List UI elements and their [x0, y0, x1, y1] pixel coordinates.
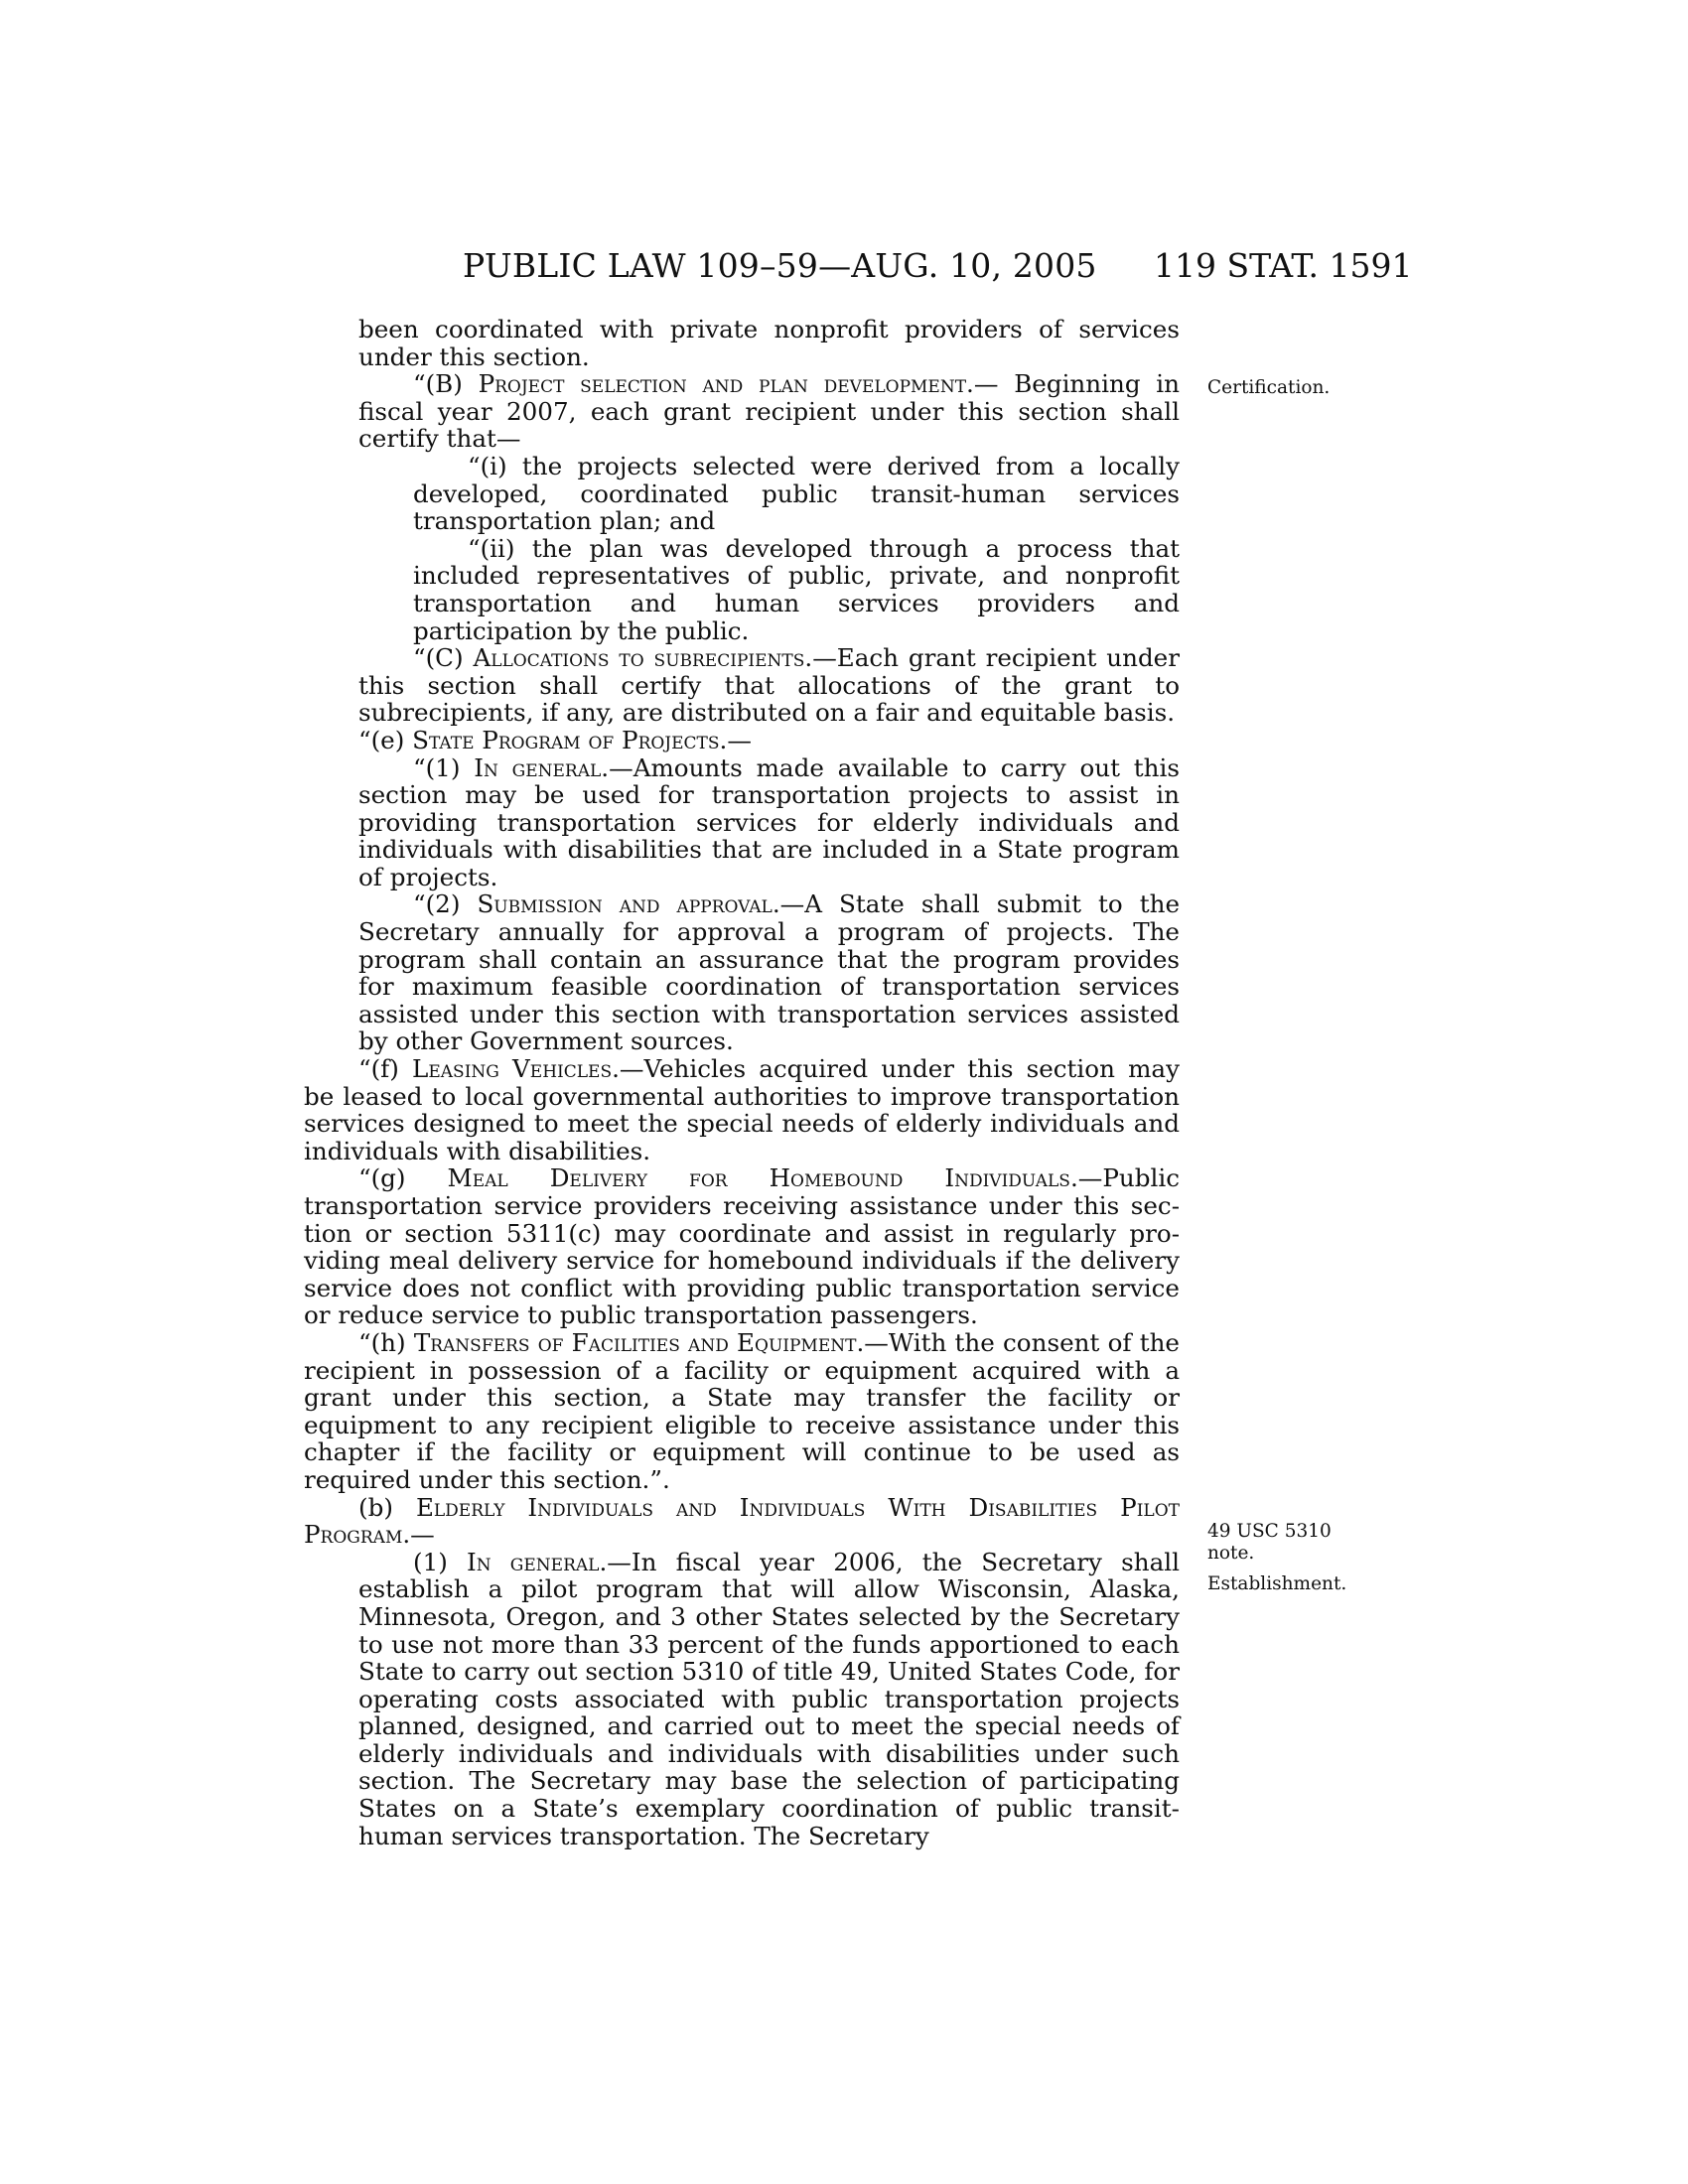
- subsection-e: [304, 727, 1180, 754]
- paragraph-heading: In general.: [474, 752, 610, 782]
- paragraph-text: —: [410, 1520, 435, 1550]
- paragraph-text: —Public transportation service providers receiving assistance under this section or section 5311(c) may coordinate and assist in regularly providing meal delivery service for homebound individuals if the delivery service does not conflict with providing public transportation service or reduce service to public transportation passengers.: [304, 1163, 1181, 1330]
- paragraph-C: [358, 644, 1180, 727]
- paragraph-heading: Project selection and plan development.: [478, 369, 974, 399]
- paragraph-text: —Each grant recipient under this section shall certify that allocations of the grant to subrecipients, if any, are distributed on a fair and equitable basis.: [358, 643, 1180, 728]
- paragraph-label: “(1): [413, 752, 475, 782]
- subsection-h: [304, 1329, 1180, 1494]
- paragraph-heading: Meal Delivery for Homebound Individuals.: [447, 1163, 1078, 1193]
- paragraph-heading: Leasing Vehicles.: [412, 1054, 620, 1084]
- paragraph-heading: Transfers of Facilities and Equipment.: [413, 1327, 865, 1357]
- paragraph-label: “(h): [358, 1327, 414, 1357]
- paragraph-heading: Submission and approval.: [477, 889, 780, 919]
- paragraph-continued: [358, 316, 1180, 370]
- paragraph-e2: [358, 890, 1180, 1055]
- paragraph-text: —A State shall submit to the Secretary annually for approval a program of projects. The program shall contain an assurance that the program provides for maximum feasible coordination of transportation services assisted under this section with transportation services assisted by other Government sources.: [358, 889, 1181, 1056]
- statute-page-number: 119 STAT. 1591: [1154, 246, 1413, 285]
- document-body: [304, 316, 1180, 1849]
- paragraph-b1: [358, 1549, 1180, 1850]
- paragraph-heading: State Program of Projects.: [412, 725, 728, 754]
- paragraph-label: “(C): [413, 643, 474, 673]
- paragraph-text: —With the consent of the recipient in possession of a facility or equipment acquired with a grant under this section, a State may transfer the facility or equipment to any recipient eligible to receive assistance under this chapter if the facility or equipment will continue to be used as required under this section.”.: [304, 1327, 1180, 1494]
- paragraph-label: (1): [413, 1547, 468, 1576]
- paragraph-label: (b): [358, 1492, 416, 1522]
- paragraph-text: —Amounts made available to carry out this section may be used for transportation projects to assist in providing transportation services for elderly individuals and individuals with disabilities that are included in a State program of projects.: [358, 752, 1180, 891]
- paragraph-text: —: [727, 725, 752, 754]
- paragraph-text: —In fiscal year 2006, the Secretary shall establish a pilot program that will allow Wisconsin, Alaska, Minnesota, Oregon, and 3 other States selected by the Secretary to use not more than 33 percent of the funds apportioned to each State to carry out section 5310 of title 49, United States Code, for operating costs associated with public transportation projects planned, designed, and carried out to meet the special needs of elderly individuals and individuals with disabilities under such section. The Secretary may base the selection of participating States on a State’s exemplary coordination of public transit-human services transportation. The Secretary: [358, 1547, 1180, 1850]
- subsection-f: [304, 1055, 1180, 1164]
- paragraph-text: “(ii) the plan was developed through a process that included representatives of public, private, and nonprofit transportation and human services providers and participation by the public.: [413, 533, 1180, 645]
- subsection-b: [304, 1494, 1180, 1549]
- clause-ii: [413, 535, 1180, 644]
- paragraph-heading: Allocations to subrecipients.: [473, 643, 813, 673]
- margin-note-establishment: Establishment.: [1207, 1573, 1347, 1594]
- paragraph-text: —Vehicles acquired under this section may be leased to local governmental authorities to improve transportation services designed to meet the special needs of elderly individuals and individuals with disabilities.: [304, 1054, 1180, 1165]
- paragraph-label: “(e): [358, 725, 413, 754]
- running-header: PUBLIC LAW 109–59—AUG. 10, 2005: [463, 246, 1097, 285]
- paragraph-B: [358, 370, 1180, 453]
- paragraph-label: “(f): [358, 1054, 413, 1084]
- margin-note-certification: Certification.: [1207, 377, 1331, 398]
- paragraph-label: “(B): [413, 369, 479, 399]
- paragraph-text: — Beginning in fiscal year 2007, each grant recipient under this section shall certify that—: [358, 369, 1180, 454]
- margin-note-usc-line2: note.: [1207, 1543, 1255, 1564]
- paragraph-heading: In general.: [467, 1547, 608, 1576]
- paragraph-label: “(2): [413, 889, 478, 919]
- paragraph-text: been coordinated with private nonprofit providers of services under this section.: [358, 315, 1180, 371]
- margin-note-usc-line1: 49 USC 5310: [1207, 1521, 1332, 1542]
- clause-i: [413, 453, 1180, 535]
- paragraph-text: “(i) the projects selected were derived from a locally developed, coordinated public transit-human services transportation plan; and: [413, 451, 1180, 536]
- paragraph-heading: Elderly Individuals and Individuals With Disabilities Pilot Program.: [304, 1492, 1180, 1550]
- subsection-g: [304, 1164, 1180, 1329]
- paragraph-label: “(g): [358, 1163, 448, 1193]
- paragraph-e1: [358, 754, 1180, 891]
